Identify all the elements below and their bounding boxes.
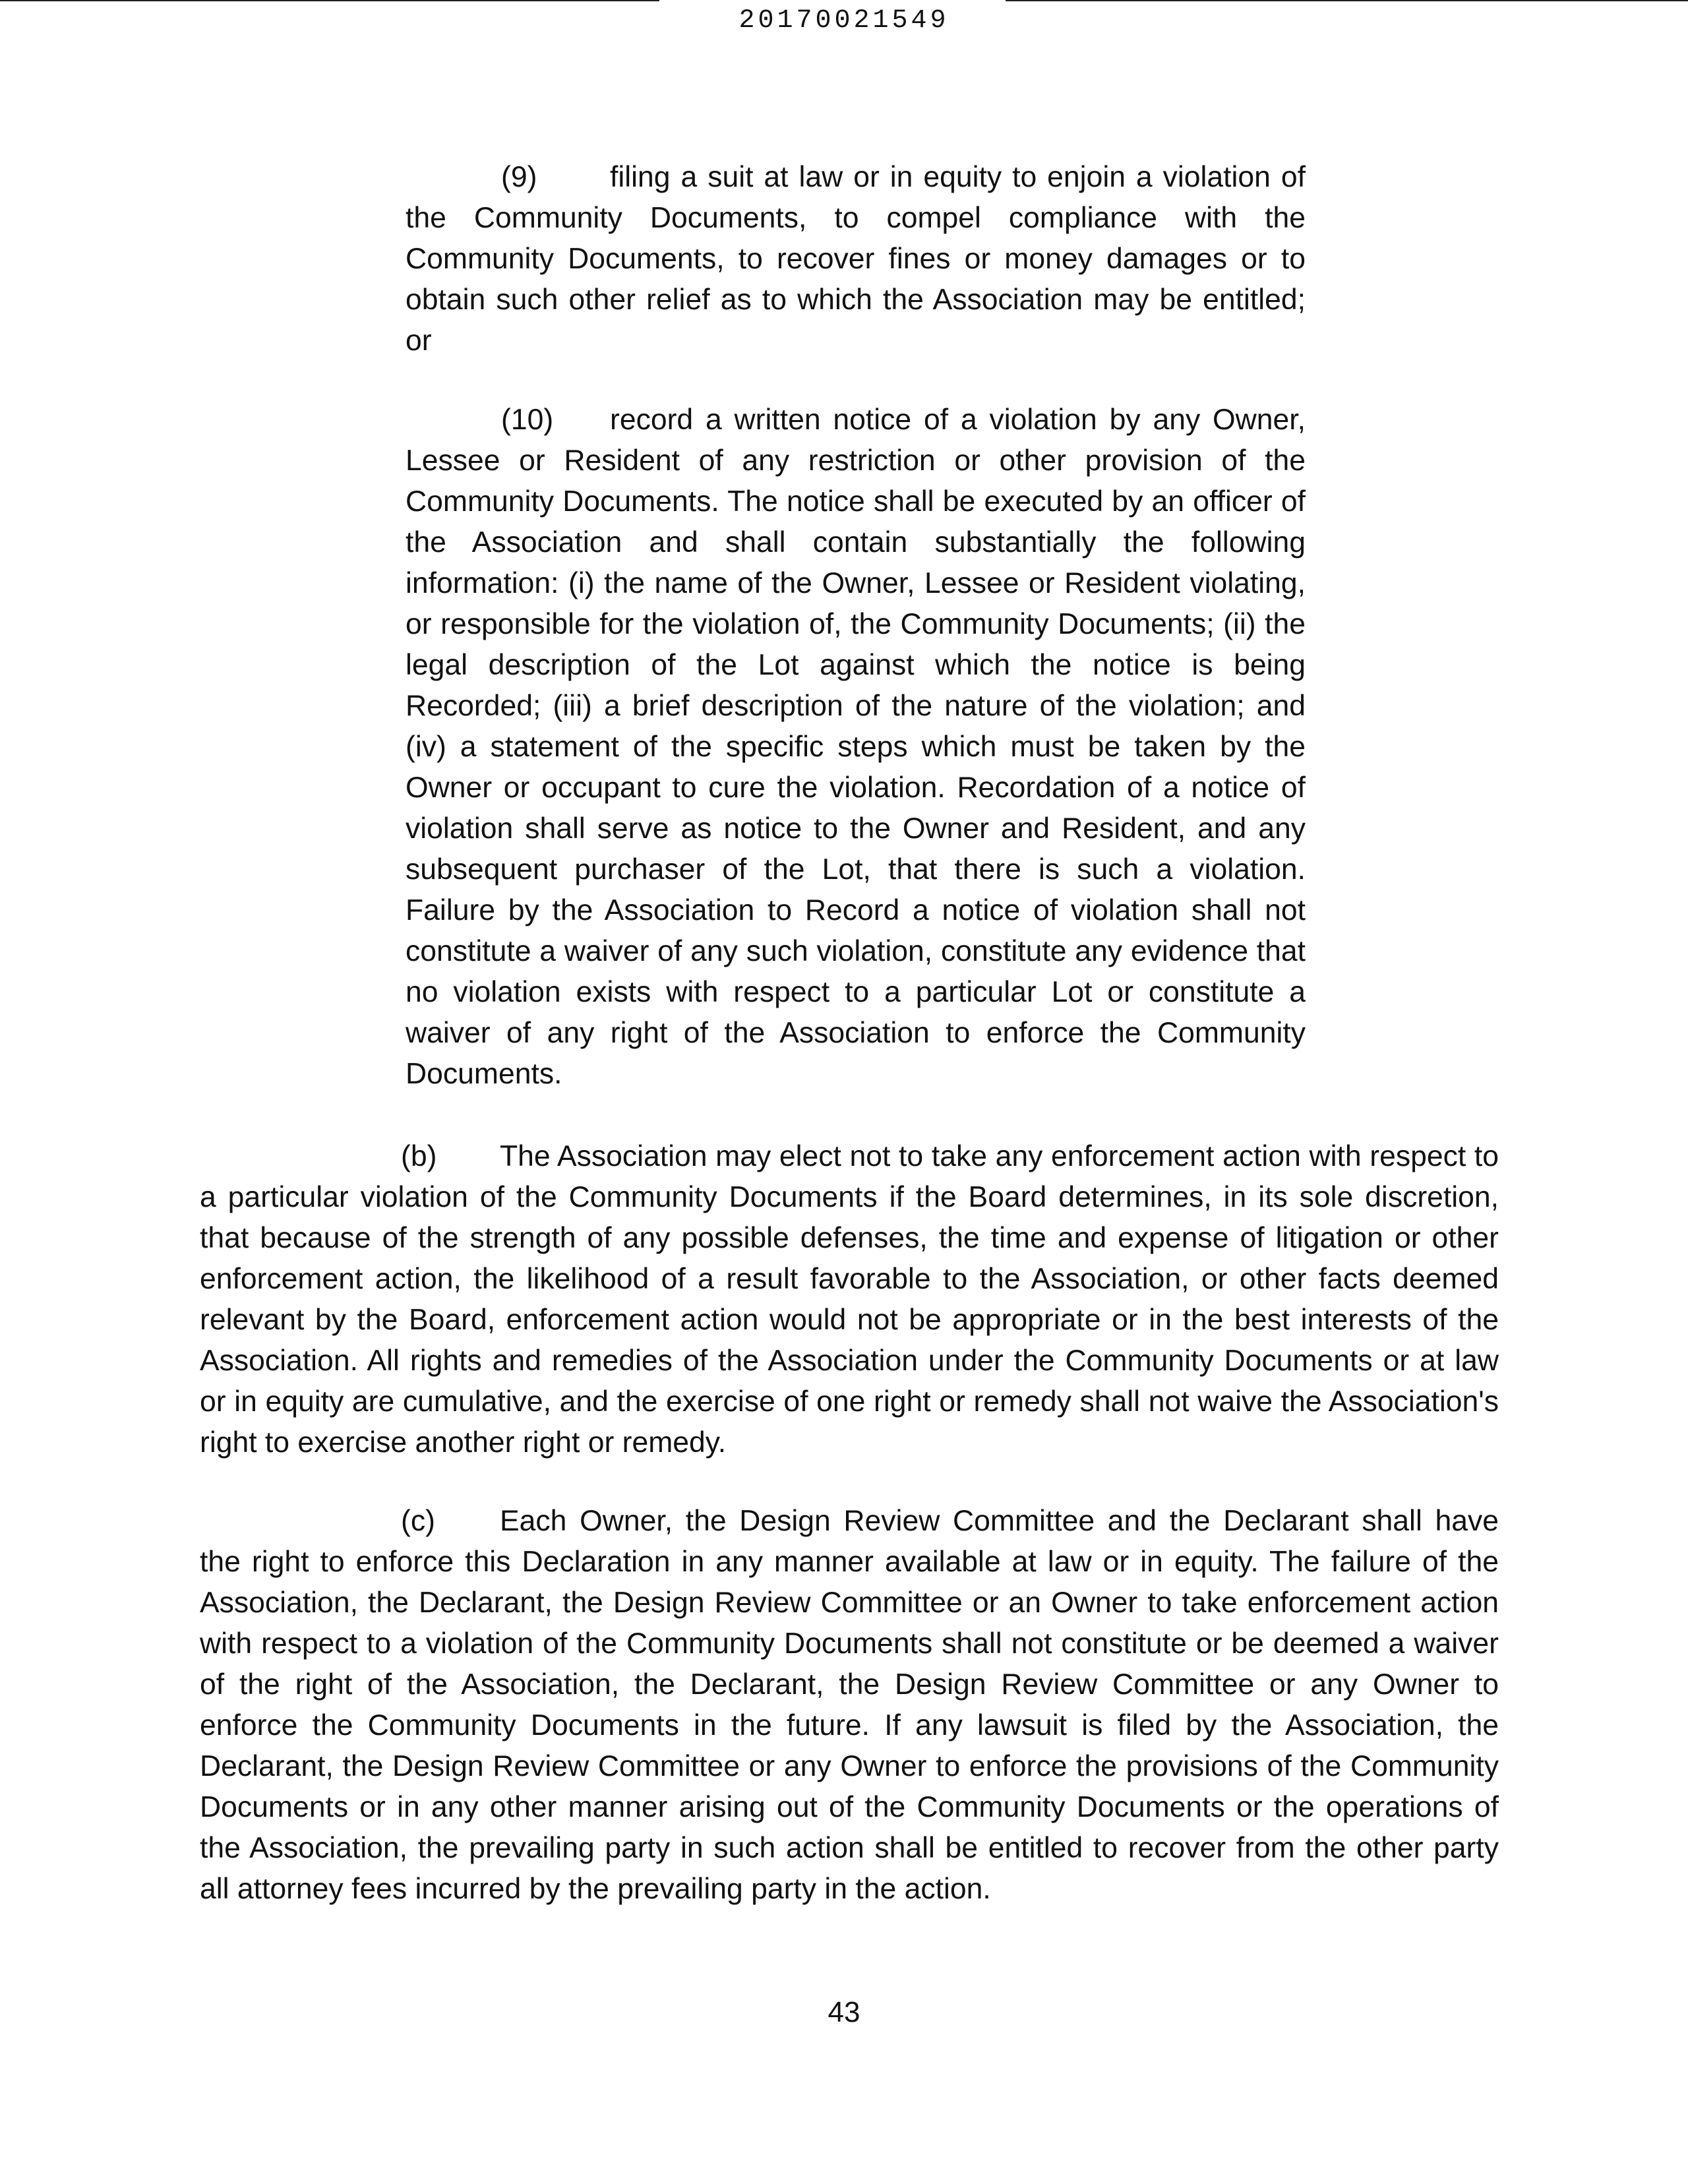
paragraph-9-label: (9) bbox=[501, 161, 537, 193]
paragraph-b bbox=[200, 1136, 1499, 1463]
paragraph-9 bbox=[406, 157, 1306, 361]
page-number: 43 bbox=[828, 1996, 860, 2028]
paragraph-9-text: filing a suit at law or in equity to enjoin a violation of the Community Documents, to compel compliance with the Community Documents, to recover fines or money damages or to obtain such other relief as to which the Association may be entitled; or bbox=[406, 161, 1306, 357]
paragraph-b-label: (b) bbox=[401, 1140, 437, 1172]
paragraph-c-text: Each Owner, the Design Review Committee and the Declarant shall have the right to enforce this Declaration in any manner available at law or in equity. The failure of the Association, the Declarant, the Design Review Committee or an Owner to take enforcement action with respect to a violation of the Community Documents shall not constitute or be deemed a waiver of the right of the Association, the Declarant, the Design Review Committee or any Owner to enforce the Community Documents in the future. If any lawsuit is filed by the Association, the Declarant, the Design Review Committee or any Owner to enforce the provisions of the Community Documents or in any other manner arising out of the Community Documents or the operations of the Association, the prevailing party in such action shall be entitled to recover from the other party all attorney fees incurred by the prevailing party in the action. bbox=[200, 1505, 1499, 1905]
top-border-left bbox=[0, 0, 659, 1]
paragraph-10-text: record a written notice of a violation by any Owner, Lessee or Resident of any restriction or other provision of the Community Documents. The notice shall be executed by an officer of the Association and shall contain substantially the following information: (i) the name of the Owner, Lessee or Resident violating, or responsible for the violation of, the Community Documents; (ii) the legal description of the Lot against which the notice is being Recorded; (iii) a brief description of the nature of the violation; and (iv) a statement of the specific steps which must be taken by the Owner or occupant to cure the violation. Recordation of a notice of violation shall serve as notice to the Owner and Resident, and any subsequent purchaser of the Lot, that there is such a violation. Failure by the Association to Record a notice of violation shall not constitute a waiver of any such violation, constitute any evidence that no violation exists with respect to a particular Lot or constitute a waiver of any right of the Association to enforce the Community Documents. bbox=[406, 404, 1306, 1090]
paragraph-c bbox=[200, 1501, 1499, 1910]
paragraph-10-label: (10) bbox=[501, 404, 554, 436]
paragraph-b-text: The Association may elect not to take any enforcement action with respect to a particular violation of the Community Documents if the Board determines, in its sole discretion, that because of the strength of any possible defenses, the time and expense of litigation or other enforcement action, the likelihood of a result favorable to the Association, or other facts deemed relevant by the Board, enforcement action would not be appropriate or in the best interests of the Association. All rights and remedies of the Association under the Community Documents or at law or in equity are cumulative, and the exercise of one right or remedy shall not waive the Association's right to exercise another right or remedy. bbox=[200, 1140, 1499, 1459]
paragraph-10 bbox=[406, 400, 1306, 1095]
recording-number: 20170021549 bbox=[738, 6, 950, 36]
top-border-right bbox=[1006, 0, 1688, 1]
paragraph-c-label: (c) bbox=[401, 1505, 435, 1537]
